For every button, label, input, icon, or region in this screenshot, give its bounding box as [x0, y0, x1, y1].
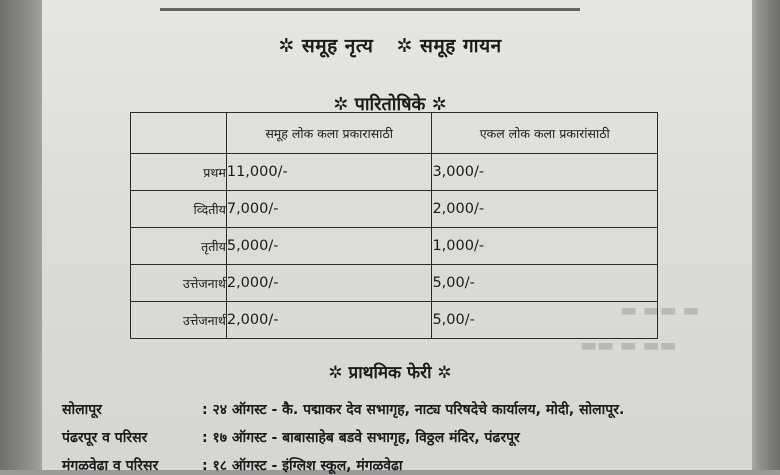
- prize-table: [130, 112, 658, 339]
- rank-cell: उत्तेजनार्थ: [131, 302, 227, 339]
- group-prize-cell: 5,000/-: [226, 228, 432, 265]
- preliminary-round-heading: ✲ प्राथमिक फेरी ✲: [328, 363, 452, 383]
- solo-prize-cell: 5,00/-: [432, 302, 658, 339]
- header-group-folk-art: समूह लोक कला प्रकारासाठी: [226, 113, 432, 154]
- group-prize-cell: 11,000/-: [226, 154, 432, 191]
- page-edge-left: [0, 0, 42, 470]
- solo-prize-cell: 3,000/-: [432, 154, 658, 191]
- rank-cell: प्रथम: [131, 154, 227, 191]
- group-prize-cell: 2,000/-: [226, 302, 432, 339]
- bleed-through-texture: ▬▬ ▬ ▬▬: [580, 335, 677, 356]
- venue-line-mangalvedha: [62, 456, 403, 475]
- header-rank: [131, 113, 227, 154]
- rank-cell: व्दितीय: [131, 191, 227, 228]
- table-row: [131, 228, 658, 265]
- venue-place: पंढरपूर व परिसर: [62, 430, 148, 446]
- venue-line-solapur: [62, 400, 624, 419]
- event-group-dance: ✲ समूह नृत्य: [278, 35, 374, 57]
- table-row: [131, 302, 658, 339]
- table-row: [131, 265, 658, 302]
- header-solo-folk-art: एकल लोक कला प्रकारांसाठी: [432, 113, 658, 154]
- rank-cell: तृतीय: [131, 228, 227, 265]
- table-row: [131, 154, 658, 191]
- page-edge-right: [752, 0, 780, 470]
- venue-details: : १८ ऑगस्ट - इंग्लिश स्कूल, मंगळवेढा: [202, 458, 403, 474]
- venue-place: मंगळवेढा व परिसर: [62, 458, 159, 474]
- table-header-row: [131, 113, 658, 154]
- group-prize-cell: 2,000/-: [226, 265, 432, 302]
- venue-details: : १७ ऑगस्ट - बाबासाहेब बडवे सभागृह, विठ्ठल मंदिर, पंढरपूर: [202, 430, 520, 446]
- events-heading: [0, 32, 780, 58]
- group-prize-cell: 7,000/-: [226, 191, 432, 228]
- venue-place: सोलापूर: [62, 402, 102, 418]
- prizes-heading: ✲ पारितोषिके ✲: [333, 94, 447, 115]
- solo-prize-cell: 5,00/-: [432, 265, 658, 302]
- bleed-through-texture: ▬ ▬▬ ▬: [620, 300, 700, 321]
- venue-details: : २४ ऑगस्ट - कै. पद्माकर देव सभागृह, नाट्य परिषदेचे कार्यालय, मोदी, सोलापूर.: [202, 402, 625, 418]
- solo-prize-cell: 1,000/-: [432, 228, 658, 265]
- event-group-singing: ✲ समूह गायन: [396, 35, 502, 57]
- rank-cell: उत्तेजनार्थ: [131, 265, 227, 302]
- table-row: [131, 191, 658, 228]
- solo-prize-cell: 2,000/-: [432, 191, 658, 228]
- venue-line-pandharpur: [62, 428, 520, 447]
- cut-off-top-line: [160, 0, 580, 11]
